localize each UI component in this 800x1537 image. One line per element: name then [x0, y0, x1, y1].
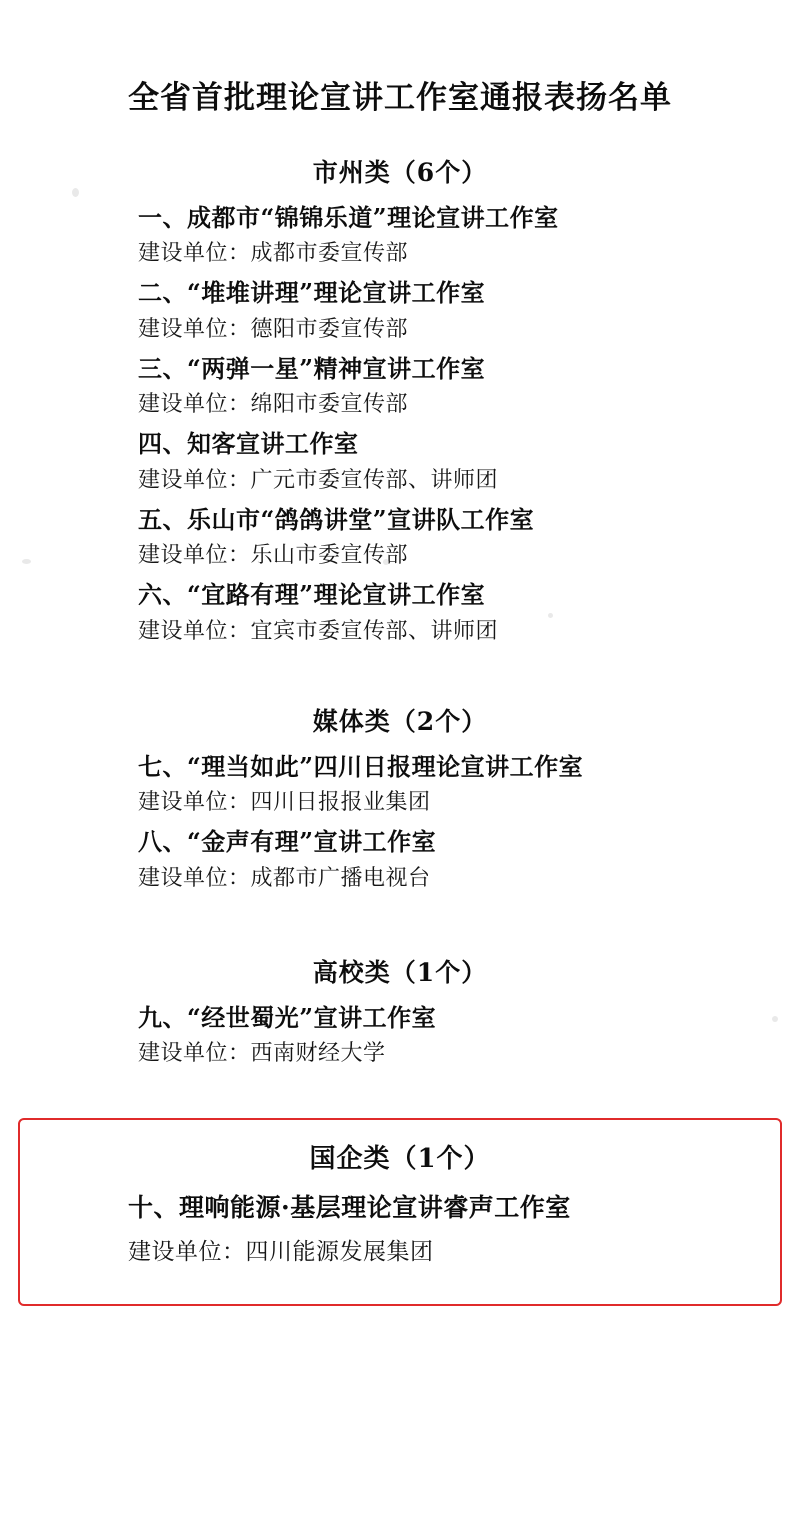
section-college	[0, 953, 800, 1072]
entry-unit: 建设单位：西南财经大学	[138, 1041, 386, 1067]
entry-unit: 建设单位：四川能源发展集团	[128, 1239, 434, 1266]
list-item	[0, 823, 800, 896]
entry-unit: 建设单位：德阳市委宣传部	[138, 316, 409, 342]
entry-unit: 建设单位：四川日报报业集团	[138, 790, 431, 816]
section-heading: 国企类（1个）	[309, 1144, 491, 1175]
scan-speck	[772, 1016, 778, 1022]
entry-unit: 建设单位：广元市委宣传部、讲师团	[138, 467, 499, 493]
list-item	[20, 1189, 780, 1272]
list-item	[0, 748, 800, 821]
list-item	[0, 501, 800, 574]
section-state-owned-enterprise-highlighted	[18, 1118, 782, 1306]
entry-title: 十、理响能源·基层理论宣讲睿声工作室	[128, 1193, 571, 1223]
entry-title: 六、“宜路有理”理论宣讲工作室	[138, 580, 486, 610]
entry-title: 三、“两弹一星”精神宣讲工作室	[138, 353, 486, 383]
entry-title: 二、“堆堆讲理”理论宣讲工作室	[138, 278, 486, 308]
entry-title: 七、“理当如此”四川日报理论宣讲工作室	[138, 751, 584, 781]
entry-unit: 建设单位：绵阳市委宣传部	[138, 392, 409, 418]
entry-title: 九、“经世蜀光”宣讲工作室	[138, 1002, 437, 1032]
list-item	[0, 274, 800, 347]
list-item	[0, 350, 800, 423]
scan-speck	[72, 188, 79, 197]
section-media	[0, 702, 800, 897]
entry-title: 五、乐山市“鸽鸽讲堂”宣讲队工作室	[138, 504, 535, 534]
list-item	[0, 425, 800, 498]
entry-unit: 建设单位：乐山市委宣传部	[138, 543, 409, 569]
section-heading: 市州类（6个）	[312, 158, 488, 187]
entry-title: 八、“金声有理”宣讲工作室	[138, 827, 437, 857]
page-title: 全省首批理论宣讲工作室通报表扬名单	[128, 80, 672, 116]
entry-unit: 建设单位：宜宾市委宣传部、讲师团	[138, 618, 499, 644]
list-item	[0, 199, 800, 272]
entry-title: 四、知客宣讲工作室	[138, 429, 359, 459]
document-page	[0, 72, 800, 1537]
scan-speck	[383, 559, 389, 565]
entry-unit: 建设单位：成都市委宣传部	[138, 241, 409, 267]
section-heading: 媒体类（2个）	[312, 706, 488, 736]
list-item	[0, 576, 800, 649]
scan-speck	[22, 559, 31, 564]
entry-title: 一、成都市“锦锦乐道”理论宣讲工作室	[138, 203, 559, 232]
list-item	[0, 999, 800, 1072]
scan-speck	[548, 613, 553, 618]
entry-unit: 建设单位：成都市广播电视台	[138, 865, 431, 891]
section-city	[0, 153, 800, 650]
section-heading: 高校类（1个）	[312, 957, 488, 987]
